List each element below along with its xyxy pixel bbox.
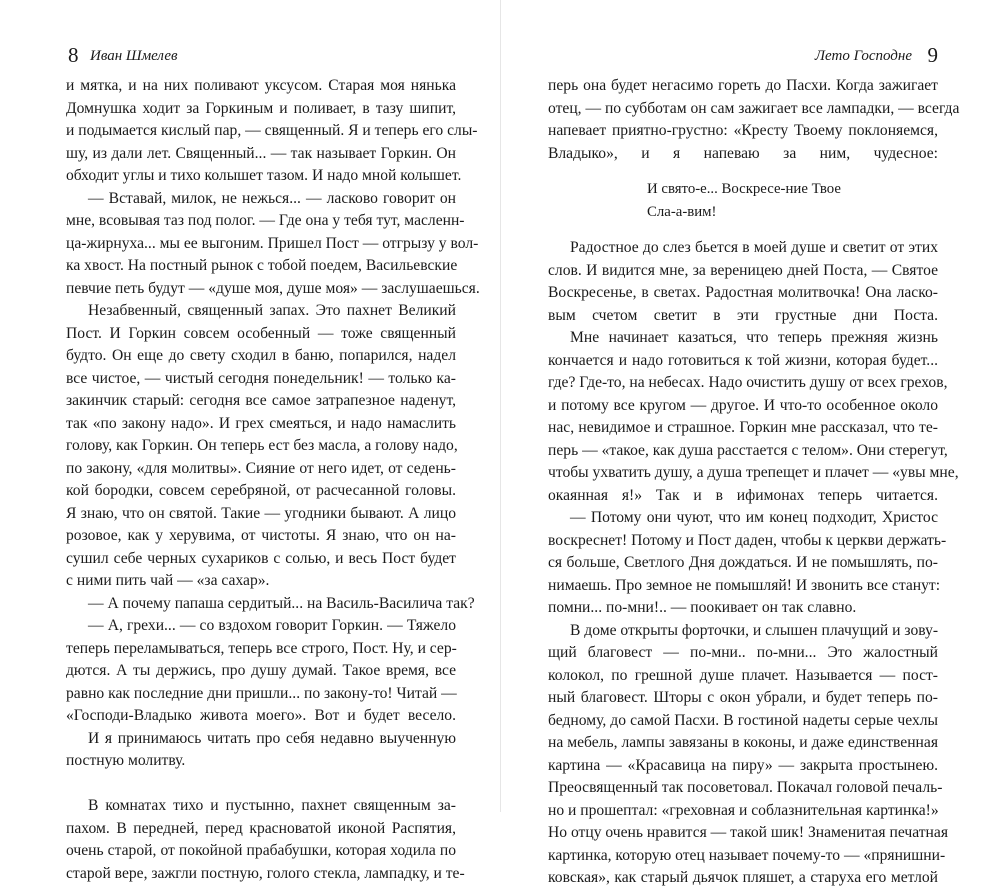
text-line: — Потому они чуют, что им конец подходит, Христос	[570, 509, 938, 526]
right-page	[548, 0, 960, 886]
book-gutter	[500, 0, 501, 812]
text-line: кой бородки, совсем серебряной, от расчесанной головы.	[66, 482, 456, 499]
verse-line: Сла-а-вим!	[647, 203, 717, 220]
section-break	[66, 773, 456, 796]
text-line: ковская», как старый дьячок пляшет, а старуха его метлой	[548, 869, 938, 886]
text-line: сушил себе черных сухариков с солью, и весь Пост будет	[66, 549, 456, 567]
text-line: Преосвященный так посоветовал. Покачал головой печаль-	[548, 779, 943, 796]
text-line: И я принимаюсь читать про себя недавно выученную	[88, 729, 456, 747]
text-line: В комнатах тихо и пустынно, пахнет священным за-	[88, 797, 456, 814]
text-line: перь она будет негасимо гореть до Пасхи. Когда зажигает	[548, 77, 938, 94]
left-page	[66, 0, 480, 882]
left-page-text	[66, 75, 480, 885]
right-page-header	[548, 43, 938, 67]
text-line: вым счетом светит в эти грустные дни Поста.	[548, 306, 938, 324]
text-line: перь — «такое, как душа расстается с телом». Они стерегут,	[548, 441, 948, 459]
text-line: по закону, «для молитвы». Сияние от него идет, от седень-	[66, 459, 456, 477]
text-line: дются. А ты держись, про душу думай. Такое время, все	[66, 662, 456, 679]
text-line: нас, невидимое и страшное. Горкин мне рассказал, что те-	[548, 419, 938, 436]
text-line: Домнушка ходит за Горкиным и поливает, в тазу шипит,	[66, 99, 456, 117]
text-line: старой вере, зажгли постную, голого стекла, лампадку, и те-	[66, 864, 465, 882]
text-line: воскреснет! Потому и Пост даден, чтобы к церкви держать-	[548, 531, 947, 549]
text-line: где? Где-то, на небесах. Надо очистить душу от всех грехов,	[548, 374, 948, 391]
page-number: 9	[927, 43, 938, 67]
text-line: и потому все кругом — другое. И что-то особенное около	[548, 396, 938, 414]
text-line: и подымается кислый пар, — священный. Я и теперь его слы-	[66, 122, 478, 139]
text-line: В доме открыты форточки, и слышен плачущий и зову-	[570, 621, 939, 639]
text-line: ка хвост. На постный рынок с тобой поедем, Васильевские	[66, 257, 458, 274]
text-line: на мебель, лампы завязаны в коконы, и даже единственная	[548, 734, 938, 751]
text-line: розовое, как у херувима, от чистоты. Я знаю, что он на-	[66, 527, 456, 544]
text-line: Мне начинает казаться, что теперь прежняя жизнь	[570, 329, 938, 346]
text-line: Но отцу очень нравится — такой шик! Знаменитая печатная	[548, 824, 948, 841]
text-line: все чистое, — чистый сегодня понедельник! — только ка-	[66, 369, 456, 387]
text-line: Радостное до слез бьется в моей душе и светит от этих	[570, 239, 938, 256]
text-line: так «по закону надо». И грех смеяться, и надо намаслить	[66, 414, 456, 432]
text-line: картина — «Красавица на пиру» — закрыта простынею.	[548, 756, 938, 774]
text-line: мне, всовывая таз под полог. — Где она у тебя тут, масленн-	[66, 212, 465, 229]
text-line: Я знаю, что он святой. Такие — угодники бывают. А лицо	[66, 504, 456, 522]
right-page-text	[548, 75, 960, 890]
text-line: напевает приятно-грустно: «Кресту Твоему поклоняемся,	[548, 122, 938, 139]
text-line: Владыко», и я напеваю за ним, чудесное:	[548, 144, 938, 162]
text-line: и мятка, и на них поливают уксусом. Старая моя нянька	[66, 77, 456, 94]
text-line: колокол, по грешной душе плачет. Называется — пост-	[548, 666, 938, 684]
text-line: — А, грехи... — со вздохом говорит Горкин. — Тяжело	[88, 617, 456, 634]
text-line: певчие петь будут — «душе моя, душе моя» — заслушаешься.	[66, 279, 480, 297]
text-line: — Вставай, милок, не нежься... — ласково говорит он	[88, 189, 456, 207]
text-line: ся больше, Светлого Дня дождаться. И не помышлять, по-	[548, 554, 938, 571]
text-line: закинчик старый: сегодня все самое затрапезное наденут,	[66, 392, 456, 409]
text-line: Пост. И Горкин совсем особенный — тоже священный	[66, 324, 456, 342]
running-title: Иван Шмелев	[90, 48, 178, 64]
text-line: картинка, которую отец называет почему-то — «прянишни-	[548, 846, 946, 864]
text-line: щий благовест — по-мни.. по-мни... Это жалостный	[548, 644, 938, 661]
text-line: кончается и надо готовиться к той жизни, которая будет...	[548, 351, 938, 369]
text-line: Незабвенный, священный запах. Это пахнет Великий	[88, 302, 456, 319]
text-line: — А почему папаша сердитый... на Василь-Василича так?	[88, 594, 475, 612]
text-line: равно как последние дни пришли... по закону-то! Читай —	[66, 684, 457, 702]
text-line: с ними пить чай — «за сахар».	[66, 572, 270, 589]
text-line: бедному, до самой Пасхи. В гостиной надеты серые чехлы	[548, 711, 938, 729]
running-title: Лето Господне	[814, 48, 912, 64]
text-line: постную молитву.	[66, 752, 186, 769]
verse-line: И свято-е... Воскресе-ние Твое	[647, 181, 841, 197]
text-line: пахом. В передней, перед красноватой иконой Распятия,	[66, 819, 456, 837]
text-line: будто. Он еще до свету сходил в баню, попарился, надел	[66, 347, 456, 364]
text-line: окаянная я!» Так и в ифимонах теперь читается.	[548, 486, 938, 504]
text-line: голову, как Горкин. Он теперь ест без масла, а голову надо,	[66, 437, 458, 454]
text-line: ный благовест. Шторы с окон убрали, и будет теперь по-	[548, 689, 938, 706]
text-line: ца-жирнуха... мы ее выгоним. Пришел Пост — отгрызу у вол-	[66, 234, 479, 252]
left-page-header	[66, 43, 456, 67]
text-line: чтобы ухватить душу, а душа трепещет и плачет — «увы мне,	[548, 464, 959, 481]
text-line: шу, из дали лет. Священный... — так называет Горкин. Он	[66, 144, 456, 162]
text-line: очень старой, от покойной прабабушки, которая ходила по	[66, 842, 456, 859]
text-line: но и прошептал: «греховная и соблазнительная картинка!»	[548, 801, 939, 819]
page-number: 8	[68, 43, 79, 67]
text-line: слов. И видится мне, за вереницею дней Поста, — Святое	[548, 261, 938, 279]
verse-block	[548, 178, 938, 223]
text-line: «Господи-Владыко живота моего». Вот и будет весело.	[66, 707, 456, 724]
text-line: помни... по-мни!.. — поокивает он так славно.	[548, 599, 857, 616]
text-line: отец, — по субботам он сам зажигает все лампадки, — всегда	[548, 99, 960, 117]
text-line: Воскресенье, в светах. Радостная молитвочка! Она ласко-	[548, 284, 938, 301]
text-line: теперь переламываться, теперь все строго, Пост. Ну, и сер-	[66, 639, 457, 657]
text-line: нимаешь. Про земное не помышляй! И звонить все станут:	[548, 576, 941, 594]
text-line: обходит углы и тихо колышет тазом. И надо мной колышет.	[66, 167, 462, 184]
